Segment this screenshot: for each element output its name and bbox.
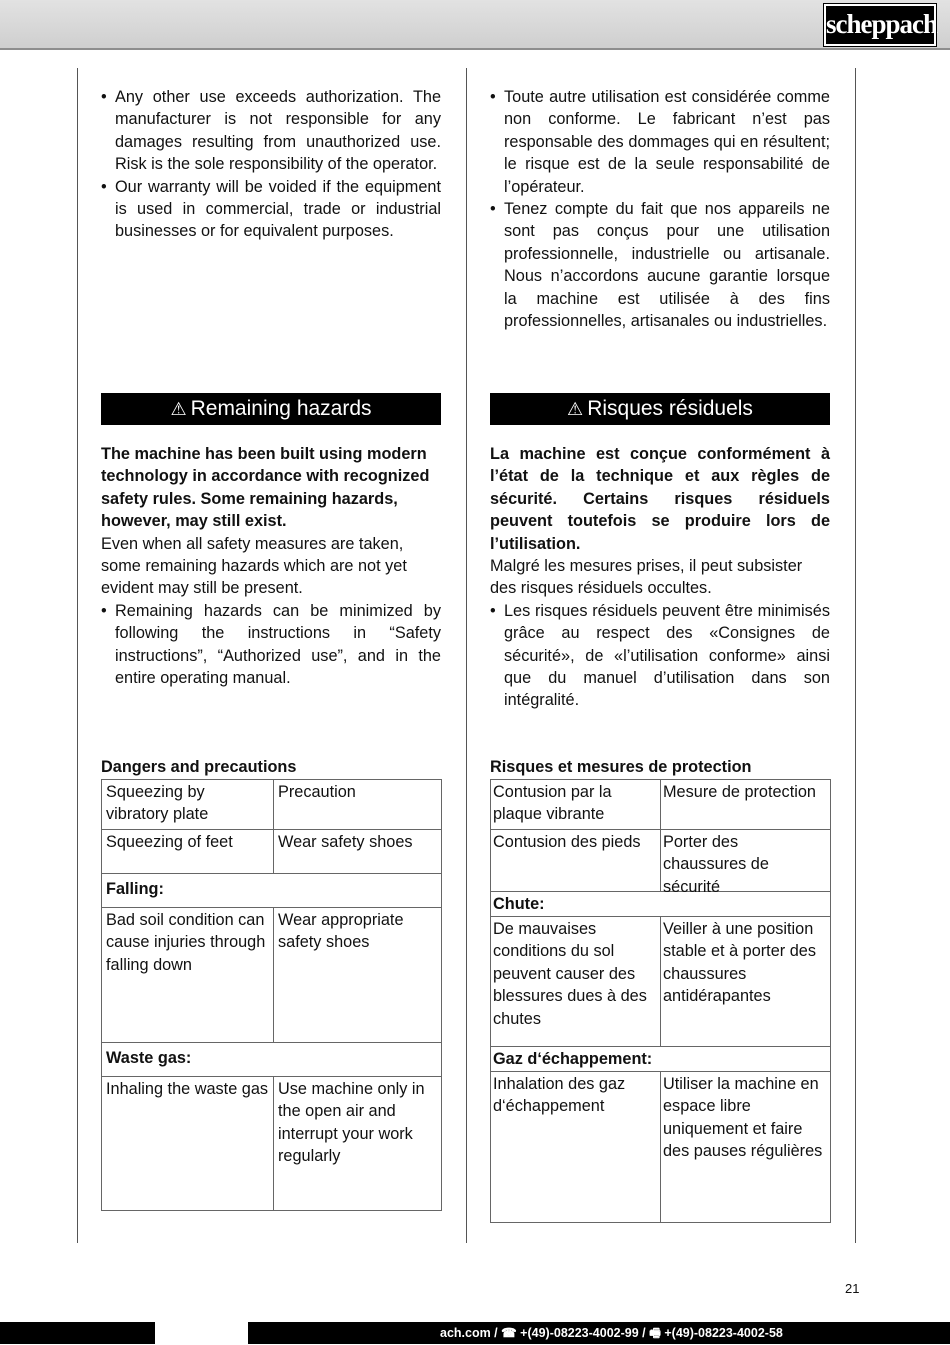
- left-margin-line: [77, 68, 78, 1243]
- scheppach-logo: scheppach: [824, 4, 936, 46]
- table-cell: Bad soil condition can cause injuries through falling down: [102, 908, 274, 1042]
- center-divider: [466, 68, 467, 1243]
- table-cell: Inhalation des gaz d‘échappement: [491, 1072, 661, 1222]
- table-row: [491, 1071, 830, 1222]
- footer-bar: [0, 1322, 950, 1344]
- table-section-row: [102, 873, 441, 907]
- table-row: [102, 907, 441, 1042]
- left-intro: [101, 86, 441, 243]
- table-cell: Contusion par la plaque vibrante: [491, 780, 661, 829]
- left-hazards-bold: The machine has been built using modern technology in accordance with recognized safety rules. Some remaining hazards, however, may still exist.: [101, 445, 430, 531]
- table-row: [102, 829, 441, 873]
- right-hazards-bold: La machine est conçue conformément à l’état de la technique et aux règles de sécurité. Certains risques résiduels peuvent toutefois se produire lors de l’utilisation.: [490, 445, 830, 553]
- right-hazards-heading: [490, 393, 830, 425]
- table-row: [102, 1076, 441, 1210]
- right-hazards-bullet: • Les risques résiduels peuvent être minimisés grâce au respect des «Consignes de sécurité», de «l’utilisation conforme» ainsi que du manuel d’utilisation dans son intégralité.: [490, 600, 830, 712]
- table-cell: Use machine only in the open air and interrupt your work regularly: [278, 1080, 425, 1166]
- left-intro-bullet-1: • Any other use exceeds authorization. The manufacturer is not responsible for any damages resulting from unauthorized use. Risk is the sole responsibility of the operator.: [101, 86, 441, 176]
- right-hazard-table: [490, 779, 831, 1223]
- table-section-label: Gaz d‘échappement:: [493, 1050, 653, 1068]
- table-cell: Squeezing of feet: [102, 830, 274, 873]
- right-hazards-heading-text: Risques résiduels: [587, 397, 753, 420]
- left-hazards-heading: [101, 393, 441, 425]
- table-section-row: [102, 1042, 441, 1076]
- table-section-row: [491, 1046, 830, 1071]
- table-section-label: Chute:: [493, 895, 545, 913]
- header-bar: [0, 0, 950, 50]
- table-cell: Squeezing by vibratory plate: [102, 780, 274, 829]
- table-cell: Veiller à une position stable et à porter des chaussures antidérapantes: [663, 920, 816, 1006]
- table-row: [102, 780, 441, 829]
- warning-triangle-icon: ⚠: [567, 399, 584, 419]
- left-hazards-body: [101, 443, 441, 689]
- left-intro-bullet-2: • Our warranty will be voided if the equipment is used in commercial, trade or industrial businesses or for equivalent purposes.: [101, 176, 441, 243]
- table-cell: Wear safety shoes: [278, 833, 413, 851]
- table-section-label: Waste gas:: [106, 1049, 192, 1067]
- table-section-label: Falling:: [106, 880, 164, 898]
- table-cell: Precaution: [278, 783, 356, 801]
- right-margin-line: [855, 68, 856, 1243]
- warning-triangle-icon: ⚠: [170, 399, 187, 419]
- table-cell: Inhaling the waste gas: [102, 1077, 274, 1210]
- footer-white-block: [155, 1322, 248, 1344]
- table-cell: Wear appropriate safety shoes: [278, 911, 404, 952]
- table-cell: Mesure de protection: [663, 783, 816, 801]
- footer-contact-text: ach.com / ☎ +(49)-08223-4002-99 / 🖷 +(49)-08223-4002-58: [440, 1326, 783, 1340]
- right-intro-bullet-2: • Tenez compte du fait que nos appareils ne sont pas conçus pour une utilisation professionnelle, industrielle ou artisanale. Nous n’accordons aucune garantie lorsque la machine est utilisée à des fins professionnelles, artisanales ou industrielles.: [490, 198, 830, 332]
- left-hazards-bullet: • Remaining hazards can be minimized by following the instructions in “Safety instructions”, “Authorized use”, and in the entire operating manual.: [101, 600, 441, 690]
- table-row: [491, 916, 830, 1046]
- right-table-title: Risques et mesures de protection: [490, 758, 752, 776]
- left-hazard-table: [101, 779, 442, 1211]
- table-cell: Utiliser la machine en espace libre uniquement et faire des pauses régulières: [663, 1075, 823, 1161]
- right-hazards-text: Malgré les mesures prises, il peut subsister des risques résiduels occultes.: [490, 557, 803, 598]
- table-cell: Contusion des pieds: [491, 830, 661, 891]
- table-row: [491, 780, 830, 829]
- right-hazards-body: [490, 443, 830, 712]
- table-cell: Porter des chaussures de sécurité: [663, 833, 769, 896]
- table-section-row: [491, 891, 830, 916]
- left-table-title: Dangers and precautions: [101, 758, 297, 776]
- page-number: 21: [845, 1281, 860, 1296]
- right-intro: [490, 86, 830, 332]
- left-hazards-heading-text: Remaining hazards: [190, 397, 372, 420]
- right-intro-bullet-1: • Toute autre utilisation est considérée comme non conforme. Le fabricant n’est pas responsable des dommages qui en résultent; le risque est de la seule responsabilité de l’opérateur.: [490, 86, 830, 198]
- table-row: [491, 829, 830, 896]
- table-cell: De mauvaises conditions du sol peuvent causer des blessures dues à des chutes: [491, 917, 661, 1046]
- left-hazards-text: Even when all safety measures are taken, some remaining hazards which are not yet evident may still be present.: [101, 534, 407, 598]
